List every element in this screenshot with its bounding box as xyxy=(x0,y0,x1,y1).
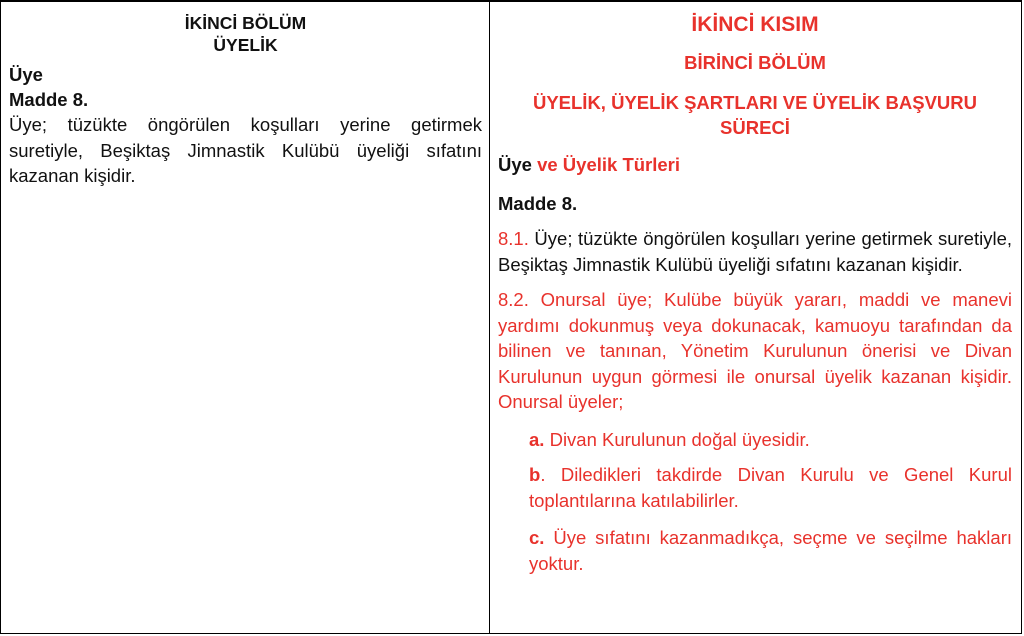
list-item xyxy=(529,525,1012,576)
list-item-text: Divan Kurulunun doğal üyesidir. xyxy=(544,428,810,450)
paragraph-8-1-text: Üye; tüzükte öngörülen koşulları yerine getirmek suretiyle, Beşiktaş Jimnastik Kulübü üyeliği sıfatını kazanan kişidir. xyxy=(498,228,1012,275)
list-item-letter: c. xyxy=(529,527,545,548)
right-section: BİRİNCİ BÖLÜM xyxy=(684,52,826,73)
list-item xyxy=(529,427,1012,453)
right-heading xyxy=(498,152,1012,177)
paragraph-8-2: 8.2. Onursal üye; Kulübe büyük yararı, maddi ve manevi yardımı dokunmuş veya dokunacak, kamuoyu tarafından da bilinen ve tanınan, Yönetim Kurulunun önerisi ve Divan Kurulunun uygun görmesi ile onursal üyelik kazanan kişidir. Onursal üyeler; xyxy=(498,289,1012,412)
right-column xyxy=(498,12,1012,576)
left-heading: Üye xyxy=(9,64,43,85)
list-item xyxy=(529,462,1012,513)
left-article: Madde 8. xyxy=(9,89,89,110)
list-item-text: . Diledikleri takdirde Divan Kurulu ve Genel Kurul toplantılarına katılabilirler. xyxy=(529,464,1012,511)
right-heading-added: ve Üyelik Türleri xyxy=(531,154,681,175)
left-section-title: ÜYELİK xyxy=(213,35,278,55)
right-article: Madde 8. xyxy=(498,193,578,214)
list-item-text: Üye sıfatını kazanmadıkça, seçme ve seçilme hakları yoktur. xyxy=(529,527,1012,574)
right-part: İKİNCİ KISIM xyxy=(691,13,819,36)
left-column xyxy=(9,12,482,189)
left-section: İKİNCİ BÖLÜM xyxy=(184,13,307,33)
paragraph-8-1 xyxy=(498,226,1012,277)
right-section-title: ÜYELİK, ÜYELİK ŞARTLARI VE ÜYELİK BAŞVURU SÜRECİ xyxy=(532,92,978,138)
left-text: Üye; tüzükte öngörülen koşulları yerine getirmek suretiyle, Beşiktaş Jimnastik Kulübü üyeliği sıfatını kazanan kişidir. xyxy=(9,114,482,186)
list-item-letter: a. xyxy=(529,428,545,450)
right-heading-main: Üye xyxy=(498,154,532,175)
paragraph-8-1-number: 8.1. xyxy=(498,228,529,249)
column-divider xyxy=(489,0,490,634)
list-item-letter: b xyxy=(529,464,541,485)
